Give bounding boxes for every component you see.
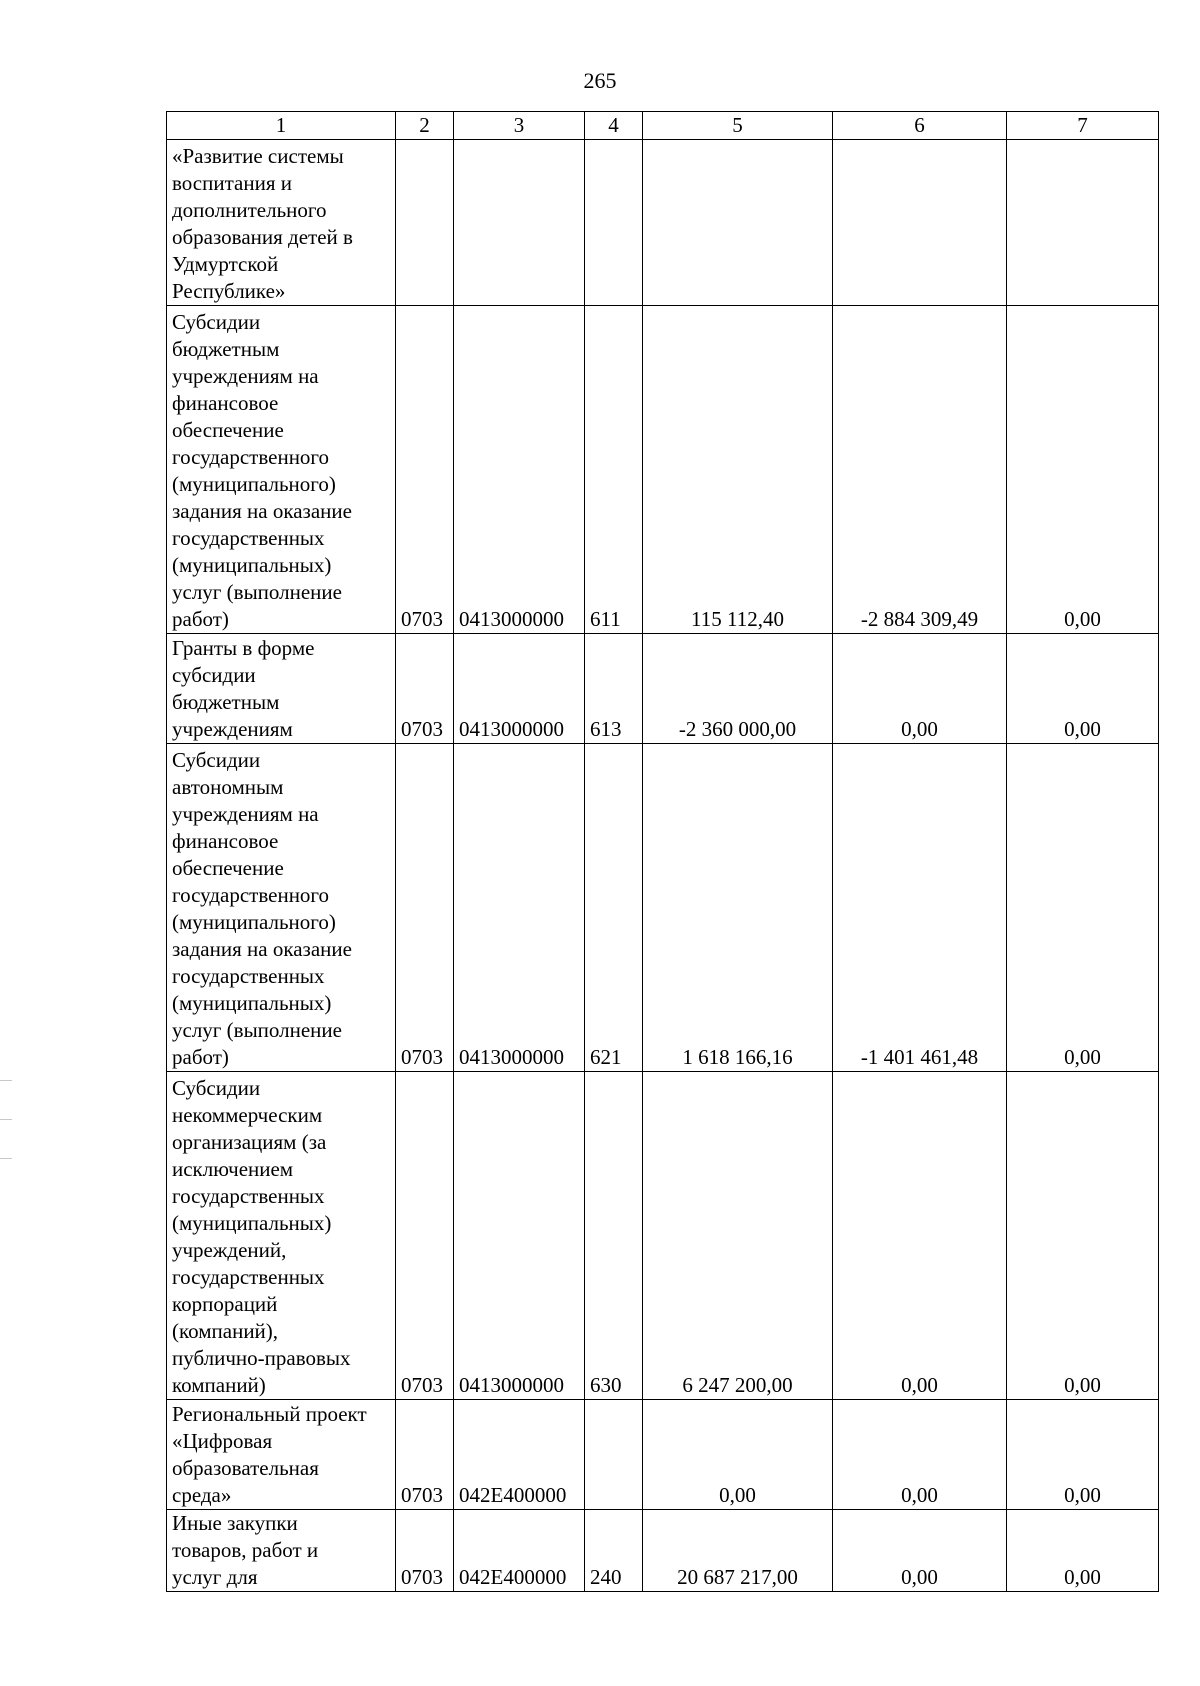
row-expense-type <box>585 140 643 306</box>
column-header-7: 7 <box>1007 112 1159 140</box>
row-value-7: 0,00 <box>1007 1400 1159 1510</box>
row-value-6: -2 884 309,49 <box>833 306 1007 634</box>
row-expense-type: 613 <box>585 634 643 744</box>
row-section-code: 0703 <box>396 1072 454 1400</box>
column-header-1: 1 <box>167 112 396 140</box>
scan-mark <box>0 1158 12 1159</box>
column-header-5: 5 <box>643 112 833 140</box>
column-header-6: 6 <box>833 112 1007 140</box>
row-section-code: 0703 <box>396 1400 454 1510</box>
row-value-5: 1 618 166,16 <box>643 744 833 1072</box>
row-name: Иные закупки товаров, работ и услуг для <box>167 1510 396 1592</box>
row-section-code: 0703 <box>396 1510 454 1592</box>
row-name: «Развитие системы воспитания и дополнительного образования детей в Удмуртской Республике» <box>167 140 396 306</box>
scan-mark <box>0 1119 12 1120</box>
row-section-code: 0703 <box>396 306 454 634</box>
page-number: 265 <box>583 68 617 93</box>
scan-mark <box>0 1080 12 1081</box>
row-target-code: 0413000000 <box>454 744 585 1072</box>
row-value-5: -2 360 000,00 <box>643 634 833 744</box>
row-value-6: 0,00 <box>833 634 1007 744</box>
row-target-code: 0413000000 <box>454 1072 585 1400</box>
row-target-code: 042E400000 <box>454 1400 585 1510</box>
row-expense-type: 240 <box>585 1510 643 1592</box>
column-header-3: 3 <box>454 112 585 140</box>
scan-margin-marks <box>0 1080 16 1200</box>
row-name: Субсидии автономным учреждениям на финансовое обеспечение государственного (муниципального) задания на оказание государственных (муниципальных) услуг (выполнение работ) <box>167 744 396 1072</box>
row-value-6: 0,00 <box>833 1400 1007 1510</box>
table-row <box>167 1072 1159 1400</box>
row-value-5: 115 112,40 <box>643 306 833 634</box>
row-section-code: 0703 <box>396 744 454 1072</box>
row-value-5 <box>643 140 833 306</box>
table-row <box>167 1510 1159 1592</box>
row-name: Субсидии бюджетным учреждениям на финансовое обеспечение государственного (муниципального) задания на оказание государственных (муниципальных) услуг (выполнение работ) <box>167 306 396 634</box>
row-section-code <box>396 140 454 306</box>
row-name: Субсидии некоммерческим организациям (за исключением государственных (муниципальных) учреждений, государственных корпораций (компаний), публично-правовых компаний) <box>167 1072 396 1400</box>
budget-table <box>166 111 1159 1592</box>
table-row <box>167 1400 1159 1510</box>
table-row <box>167 140 1159 306</box>
row-target-code: 0413000000 <box>454 306 585 634</box>
row-name: Гранты в форме субсидии бюджетным учреждениям <box>167 634 396 744</box>
row-value-7: 0,00 <box>1007 306 1159 634</box>
row-value-5: 6 247 200,00 <box>643 1072 833 1400</box>
row-section-code: 0703 <box>396 634 454 744</box>
row-expense-type <box>585 1400 643 1510</box>
row-expense-type: 621 <box>585 744 643 1072</box>
row-value-7: 0,00 <box>1007 744 1159 1072</box>
row-value-5: 20 687 217,00 <box>643 1510 833 1592</box>
table-row <box>167 744 1159 1072</box>
row-target-code <box>454 140 585 306</box>
row-value-7 <box>1007 140 1159 306</box>
row-value-6 <box>833 140 1007 306</box>
column-header-2: 2 <box>396 112 454 140</box>
row-value-5: 0,00 <box>643 1400 833 1510</box>
row-expense-type: 611 <box>585 306 643 634</box>
row-value-7: 0,00 <box>1007 634 1159 744</box>
row-value-7: 0,00 <box>1007 1072 1159 1400</box>
column-header-4: 4 <box>585 112 643 140</box>
row-value-6: 0,00 <box>833 1072 1007 1400</box>
row-expense-type: 630 <box>585 1072 643 1400</box>
row-target-code: 0413000000 <box>454 634 585 744</box>
row-value-6: 0,00 <box>833 1510 1007 1592</box>
header-row <box>167 112 1159 140</box>
row-value-6: -1 401 461,48 <box>833 744 1007 1072</box>
table-row <box>167 634 1159 744</box>
row-name: Региональный проект «Цифровая образовательная среда» <box>167 1400 396 1510</box>
row-value-7: 0,00 <box>1007 1510 1159 1592</box>
table-row <box>167 306 1159 634</box>
row-target-code: 042E400000 <box>454 1510 585 1592</box>
